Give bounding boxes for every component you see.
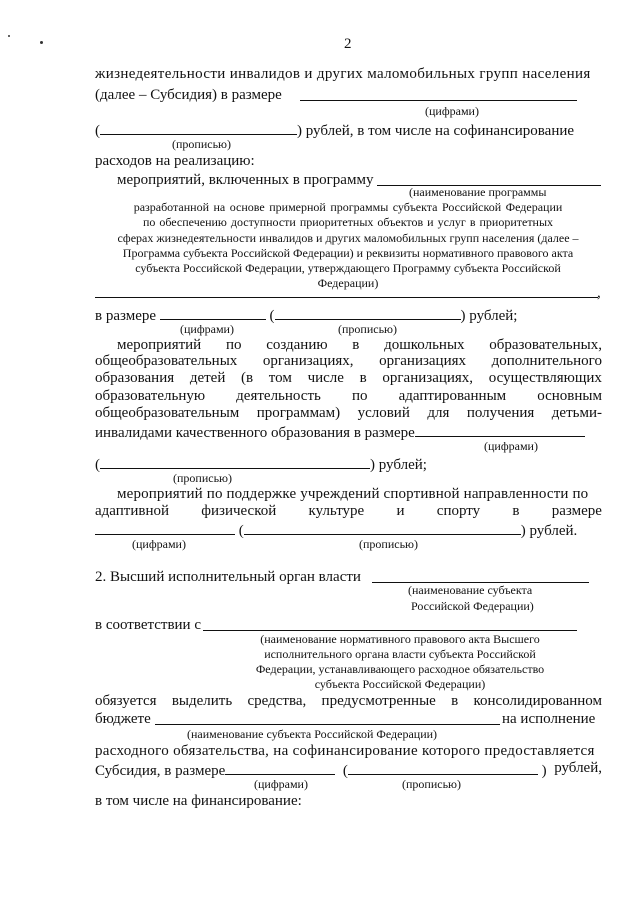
hint-subject: (наименование субъекта xyxy=(408,583,533,597)
s2-line6: Субсидия, в размере ( ) рублей, xyxy=(95,760,602,779)
hint-subject: Российской Федерации) xyxy=(411,599,534,613)
hint-words: (прописью) xyxy=(172,137,232,151)
hint-digits: (цифрами) xyxy=(425,104,479,118)
m3-amount-line: ( ) рублей. xyxy=(95,520,577,540)
m3-line2: адаптивной физической культуре и спорту в размере xyxy=(95,503,602,519)
page-number: 2 xyxy=(344,36,352,52)
hint-words: (прописью) xyxy=(359,537,419,551)
s2-words-blank[interactable] xyxy=(348,760,538,775)
hint-program-line: (наименование программы xyxy=(409,185,547,199)
m2-line5: общеобразовательным программам) условий для получения детьми- xyxy=(95,405,602,421)
s2-line3: обязуется выделить средства, предусмотренные в консолидированном xyxy=(95,693,602,709)
p1-line3: ( ) рублей, в том числе на софинансирование xyxy=(95,120,574,140)
hint-program-line: разработанной на основе примерной программы субъекта Российской Федерации xyxy=(133,200,563,214)
trail-comma: , xyxy=(597,285,601,301)
hint-digits: (цифрами) xyxy=(132,537,186,551)
hint-act: субъекта Российской Федерации) xyxy=(314,677,486,691)
hint-act: исполнительного органа власти субъекта Российской xyxy=(264,647,536,661)
scan-mark xyxy=(8,35,10,37)
p1-line1: жизнедеятельности инвалидов и других маломобильных групп населения xyxy=(95,66,591,82)
m2-line3: образования детей (в том числе в организациях, осуществляющих xyxy=(95,370,602,386)
m2-line6: инвалидами качественного образования в размере xyxy=(95,422,585,442)
p1-line2: (далее – Субсидия) в размере xyxy=(95,87,282,103)
budget-name-blank[interactable] xyxy=(155,724,500,725)
hint-program-line: по обеспечению доступности приоритетных объектов и услуг в приоритетных xyxy=(142,215,554,229)
hint-program-line: Программа субъекта Российской Федерации) и реквизиты нормативного правового акта xyxy=(122,246,574,260)
hint-words: (прописью) xyxy=(173,471,233,485)
m3-line1: мероприятий по поддержке учреждений спортивной направленности по xyxy=(117,486,589,502)
program-details-blank[interactable] xyxy=(95,297,598,298)
s2-digits-blank[interactable] xyxy=(225,760,335,775)
m2-amount-line: ( ) рублей; xyxy=(95,454,427,474)
hint-digits: (цифрами) xyxy=(254,777,308,791)
m1-amount-line: в размере ( ) рублей; xyxy=(95,305,517,325)
m1-digits-blank[interactable] xyxy=(160,305,266,320)
hint-program-line: Федерации) xyxy=(317,276,379,290)
m3-words-blank[interactable] xyxy=(244,520,521,535)
hint-act: Федерации, устанавливающего расходное обязательство xyxy=(255,662,545,676)
hint-act: (наименование нормативного правового акта Высшего xyxy=(260,632,540,646)
m2-line2: общеобразовательных организациях, организациях дополнительного xyxy=(95,353,602,369)
hint-program-line: сферах жизнедеятельности инвалидов и других маломобильных групп населения (далее – xyxy=(117,231,579,245)
m1-line1: мероприятий, включенных в программу xyxy=(117,172,374,188)
hint-digits: (цифрами) xyxy=(484,439,538,453)
s2-line5: расходного обязательства, на софинансирование которого предоставляется xyxy=(95,743,595,759)
p1-line4: расходов на реализацию: xyxy=(95,153,255,169)
hint-words: (прописью) xyxy=(338,322,398,336)
hint-budget: (наименование субъекта Российской Федерации) xyxy=(187,727,438,741)
m2-line1: мероприятий по созданию в дошкольных образовательных, xyxy=(117,337,602,353)
hint-digits: (цифрами) xyxy=(180,322,234,336)
amount-digits-blank[interactable] xyxy=(300,100,577,101)
m2-line4: образовательную деятельность по адаптированным основным xyxy=(95,388,602,404)
m1-words-blank[interactable] xyxy=(275,305,461,320)
act-name-blank[interactable] xyxy=(203,630,577,631)
hint-words: (прописью) xyxy=(402,777,462,791)
s2-line1: 2. Высший исполнительный орган власти xyxy=(95,569,361,585)
hint-program-line: субъекта Российской Федерации, утверждающего Программу субъекта Российской xyxy=(135,261,561,275)
m3-digits-blank[interactable] xyxy=(95,520,235,535)
s2-line7: в том числе на финансирование: xyxy=(95,793,302,809)
s2-line4-end: на исполнение xyxy=(502,711,596,727)
amount-words-blank[interactable] xyxy=(100,120,297,135)
s2-line4-start: бюджете xyxy=(95,711,151,727)
scan-mark xyxy=(40,41,43,44)
s2-line2: в соответствии с xyxy=(95,617,201,633)
m2-words-blank[interactable] xyxy=(100,454,370,469)
m2-digits-blank[interactable] xyxy=(415,422,585,437)
